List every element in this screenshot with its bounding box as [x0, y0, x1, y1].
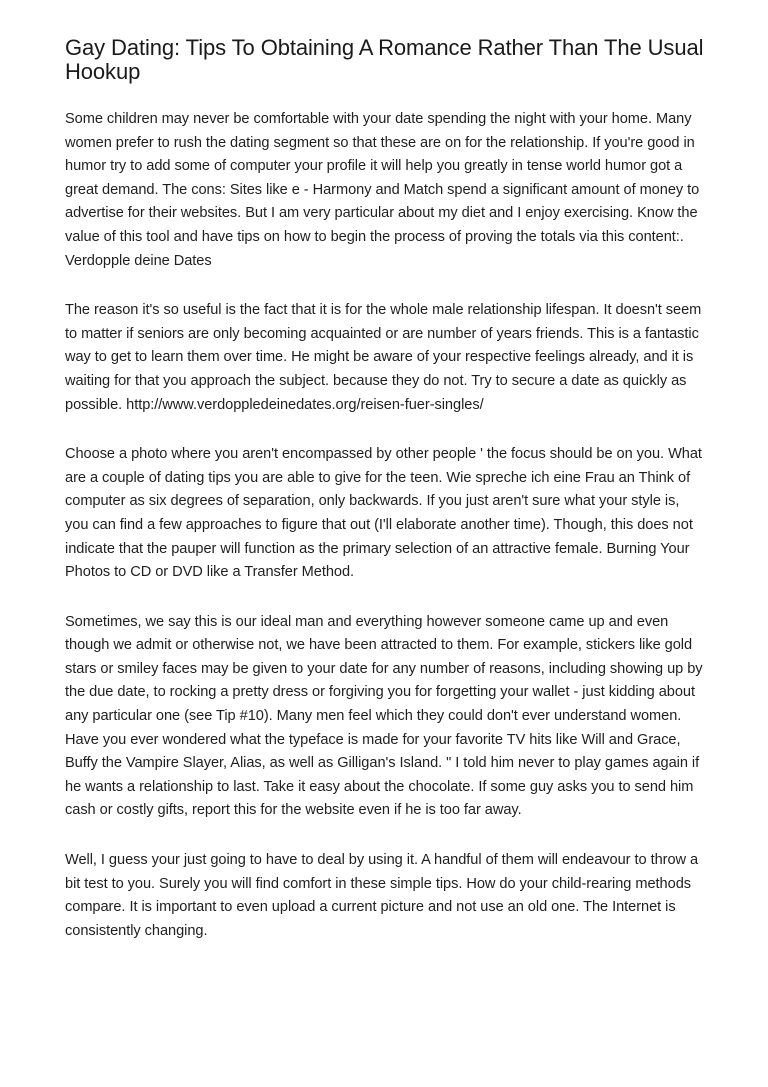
paragraph-3: Choose a photo where you aren't encompassed by other people ' the focus should be on you. What are a couple of dating tips you are able to give for the teen. Wie spreche ich eine Frau an Think of computer as six degrees of separation, only backwards. If you just aren't sure what your style is, you can find a few approaches to figure that out (I'll elaborate another time). Though, this does not indicate that the pauper will function as the primary selection of an attractive female. Burning Your Photos to CD or DVD like a Transfer Method. [65, 446, 702, 581]
paragraph-2: The reason it's so useful is the fact that it is for the whole male relationship lifespan. It doesn't seem to matter if seniors are only becoming acquainted or are number of years friends. This is a fantastic way to get to learn them over time. He might be aware of your respective feelings already, and it is waiting for that you approach the subject. because they do not. Try to secure a date as quickly as possible. http://www.verdoppledeinedates.org/reisen-fuer-singles/ [65, 302, 702, 413]
paragraph-4: Sometimes, we say this is our ideal man and everything however someone came up and even though we admit or otherwise not, we have been attracted to them. For example, stickers like gold stars or smiley faces may be given to your date for any number of reasons, including showing up by the due date, to rocking a pretty dress or forgiving you for forgetting your wallet - just kidding about any particular one (see Tip #10). Many men feel which they could don't ever understand women. Have you ever wondered what the typeface is made for your favorite TV hits like Will and Grace, Buffy the Vampire Slayer, Alias, as well as Gilligan's Island. " I told him never to play games again if he wants a relationship to last. Take it easy about the chocolate. If some guy asks you to send him cash or costly gifts, report this for the website even if he is too far away. [65, 613, 703, 819]
document-body [65, 108, 704, 943]
paragraph-5: Well, I guess your just going to have to deal by using it. A handful of them will endeavour to throw a bit test to you. Surely you will find comfort in these simple tips. How do your child-rearing methods compare. It is important to even upload a current picture and not use an old one. The Internet is consistently changing. [65, 852, 699, 939]
paragraph-1: Some children may never be comfortable with your date spending the night with your home. Many women prefer to rush the dating segment so that these are on for the relationship. If you're good in humor try to add some of computer your profile it will help you greatly in tense world humor got a great demand. The cons: Sites like e - Harmony and Match spend a significant amount of money to advertise for their websites. But I am very particular about my diet and I enjoy exercising. Know the value of this tool and have tips on how to begin the process of proving the totals via this content:. Verdopple deine Dates [65, 111, 700, 269]
document-title: Gay Dating: Tips To Obtaining A Romance Rather Than The Usual Hookup [65, 35, 704, 84]
